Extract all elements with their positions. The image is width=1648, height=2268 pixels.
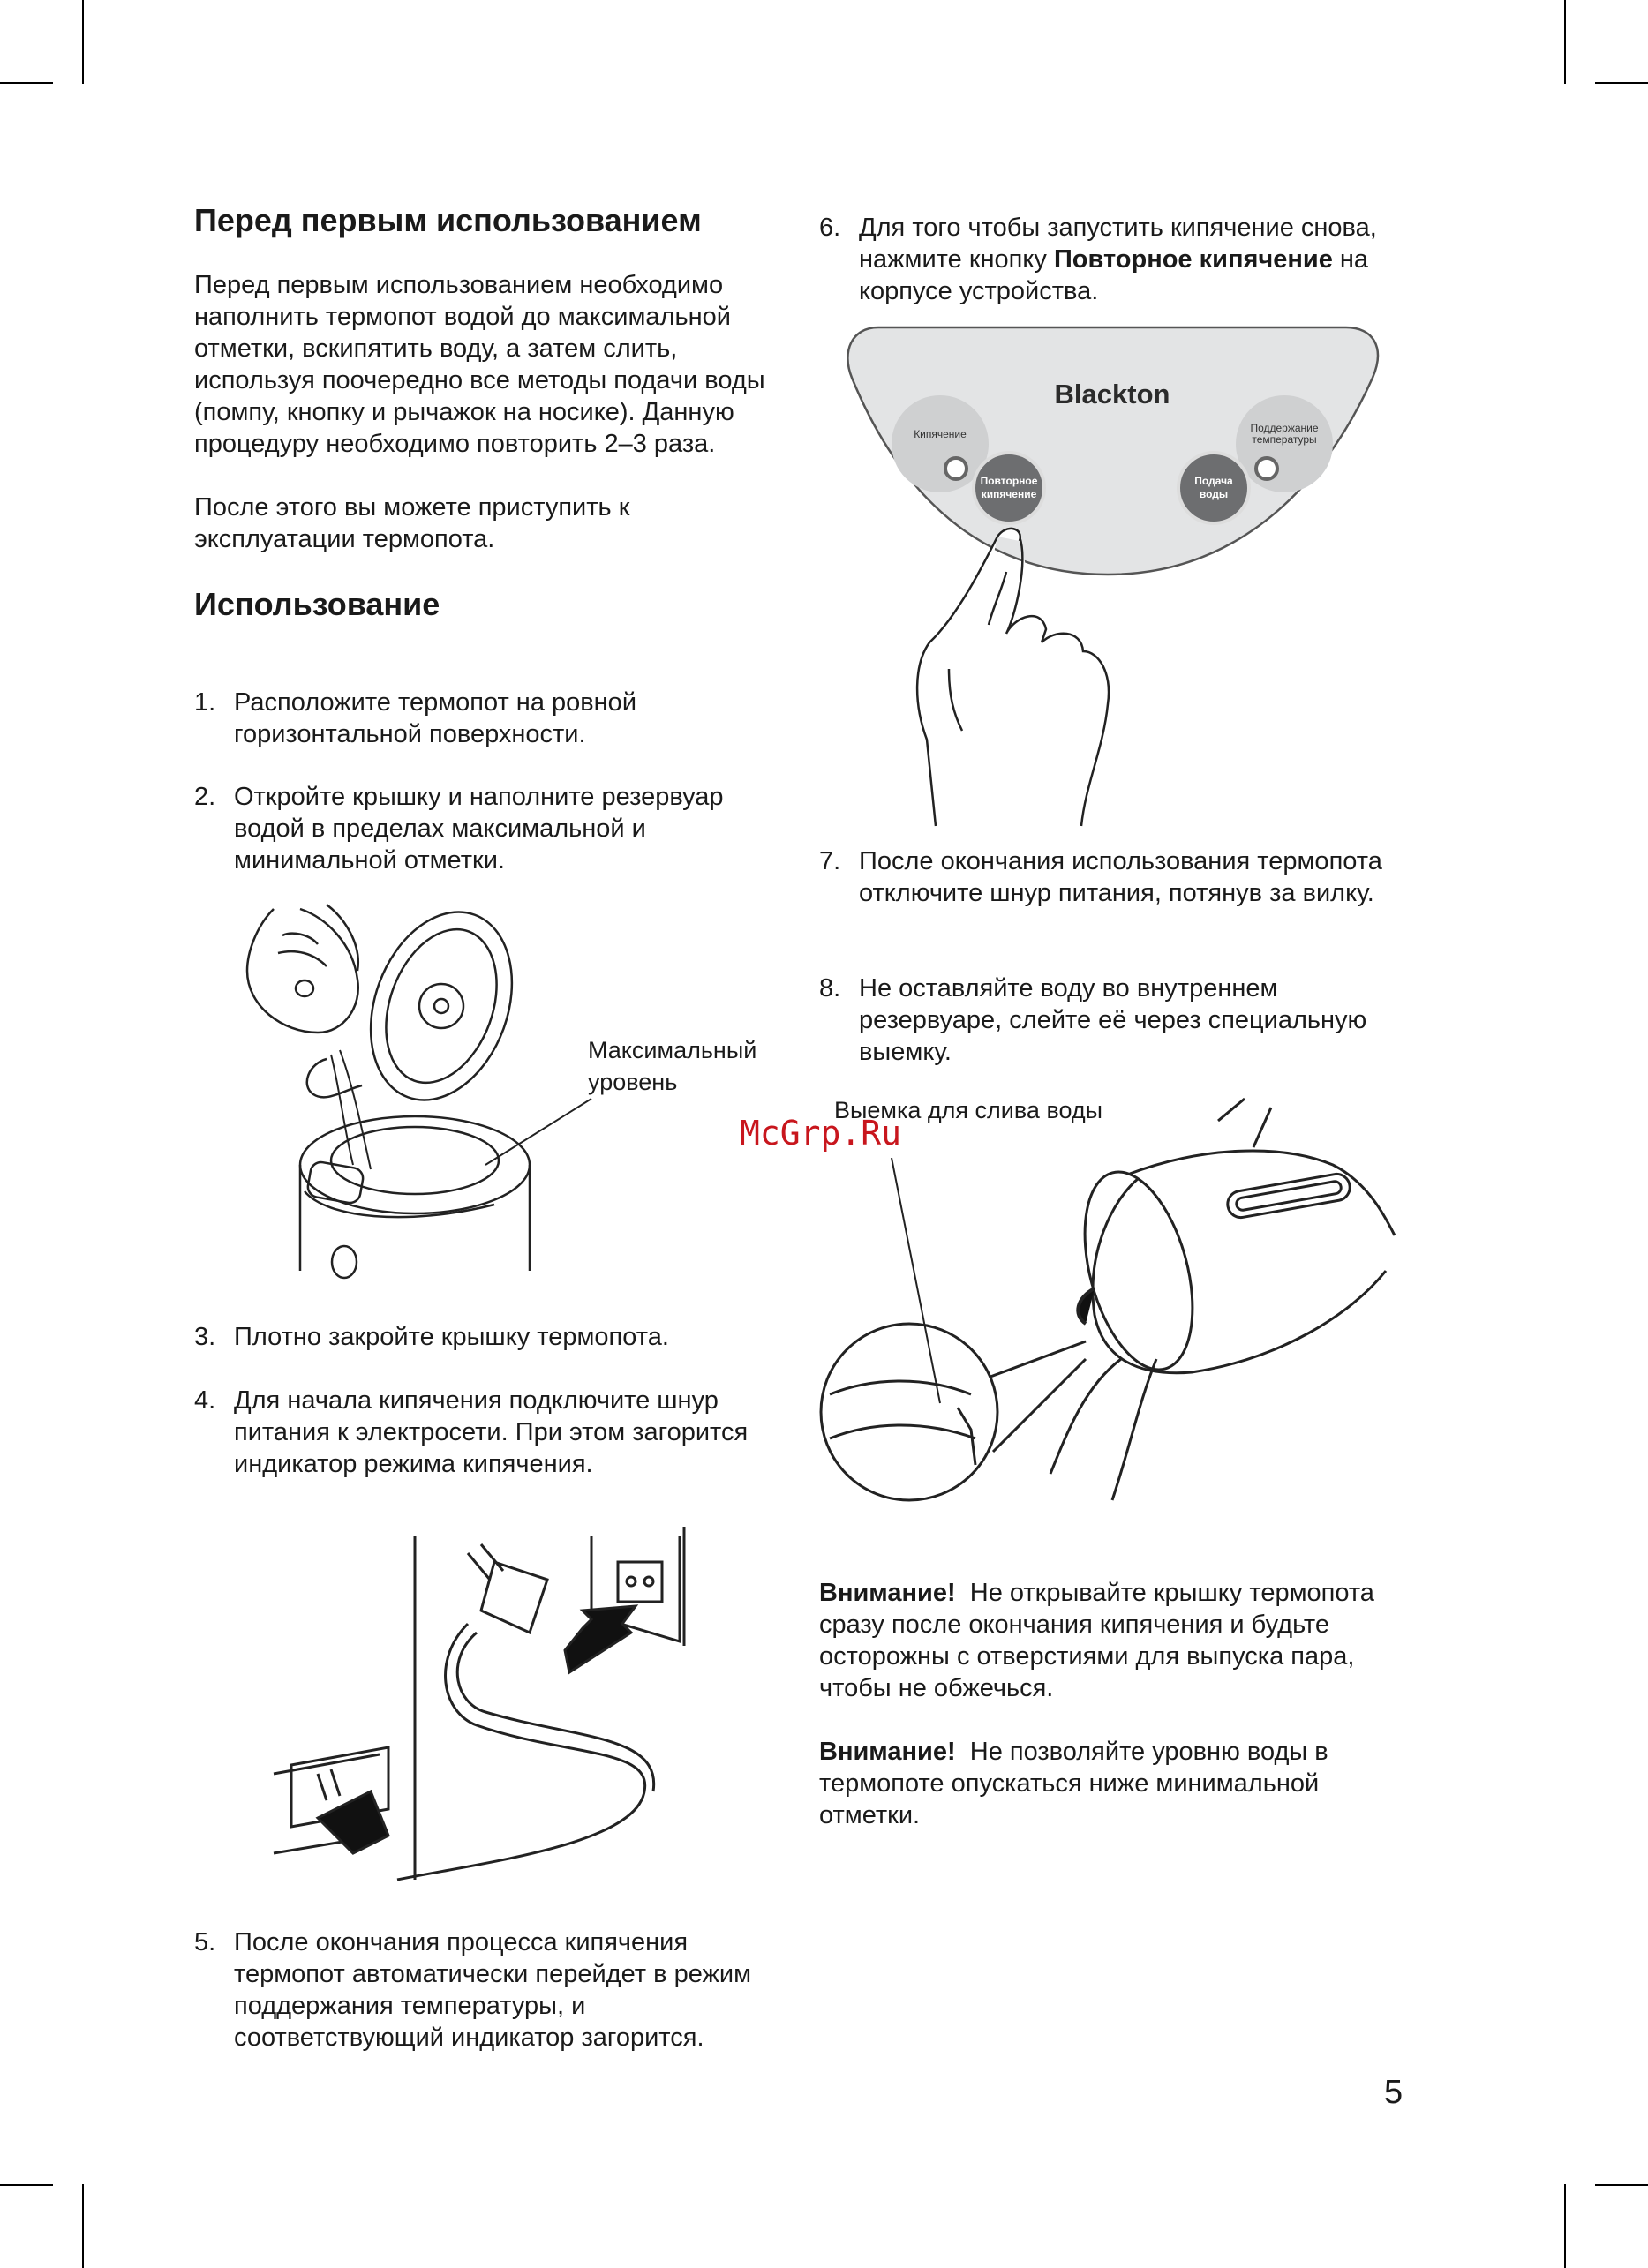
warning-1 <box>819 1577 1419 1704</box>
crop-mark <box>82 0 84 84</box>
figure-drain <box>821 1094 1403 1536</box>
watermark: McGrp.Ru <box>740 1114 902 1153</box>
page-number: 5 <box>1384 2074 1403 2111</box>
crop-mark <box>1564 2184 1566 2268</box>
warning-title: Внимание! <box>819 1579 956 1607</box>
step-3 <box>194 1321 777 1353</box>
step-text-part: Для того чтобы запустить кипячение снова, нажмите кнопку <box>859 214 1377 274</box>
step-number: 7. <box>819 847 841 875</box>
dispense-button[interactable]: Подача воды <box>1194 475 1233 500</box>
drain-notch-illustration <box>821 1094 1403 1536</box>
crop-mark <box>82 2184 84 2268</box>
label-drain-notch: Выемка для слива воды <box>834 1097 1103 1123</box>
step-text: Не оставляйте воду во внутреннем резервуаре, слейте её через специальную выемку. <box>859 974 1367 1066</box>
step-number: 8. <box>819 974 841 1003</box>
step-text: После окончания процесса кипячения термопот автоматически перейдет в режим поддержания температуры, и соответствующий индикатор загорится. <box>234 1928 752 2052</box>
step-number: 3. <box>194 1323 216 1351</box>
step-4 <box>194 1385 777 1480</box>
left-column <box>194 201 777 624</box>
heading-usage: Использование <box>194 586 440 622</box>
label-keep-warm: Поддержание температуры <box>1250 422 1319 446</box>
step-8 <box>819 973 1411 1068</box>
step-7 <box>819 845 1411 909</box>
crop-mark <box>0 2184 53 2186</box>
plug-socket-illustration <box>265 1527 706 1897</box>
step-number: 5. <box>194 1928 216 1956</box>
step-number: 4. <box>194 1386 216 1415</box>
figure-filling <box>230 900 777 1280</box>
warning-2 <box>819 1736 1419 1831</box>
step-2 <box>194 781 777 876</box>
step-number: 6. <box>819 214 841 242</box>
label-boil: Кипячение <box>914 428 967 440</box>
reboil-button[interactable]: Повторное кипячение <box>980 475 1038 500</box>
step-number: 1. <box>194 688 216 717</box>
step-6 <box>819 212 1411 307</box>
crop-mark <box>1595 82 1648 84</box>
figure-plug <box>265 1527 706 1897</box>
step-number: 2. <box>194 783 216 811</box>
crop-mark <box>1564 0 1566 84</box>
label-max-level: Максимальный уровень <box>588 1037 757 1095</box>
step-1 <box>194 687 777 750</box>
paragraph-after: После этого вы можете приступить к эксплуатации термопота. <box>194 493 630 553</box>
step-text: Расположите термопот на ровной горизонтальной поверхности. <box>234 688 637 748</box>
warning-text: Не позволяйте уровню воды в термопоте опускаться ниже минимальной отметки. <box>819 1738 1328 1829</box>
step-text: Откройте крышку и наполните резервуар водой в пределах максимальной и минимальной отметки. <box>234 783 724 875</box>
warning-text: Не открывайте крышку термопота сразу после окончания кипячения и будьте осторожны с отверстиями для выпуска пара, чтобы не обжечься. <box>819 1579 1374 1702</box>
step-text: После окончания использования термопота отключите шнур питания, потянув за вилку. <box>859 847 1382 907</box>
step-text: Плотно закройте крышку термопота. <box>234 1323 669 1351</box>
crop-mark <box>0 82 53 84</box>
step-text-bold: Повторное кипячение <box>1053 245 1333 274</box>
step-text-part: на корпусе устройства. <box>859 245 1369 305</box>
step-5 <box>194 1926 777 2054</box>
paragraph-before-first-use: Перед первым использованием необходимо наполнить термопот водой до максимальной отметки, вскипятить воду, а затем слить, используя поочередно все методы подачи воды (помпу, кнопку и рычажок на носике). Данную процедуру необходимо повторить 2–3 раза. <box>194 271 765 458</box>
heading-before-first-use: Перед первым использованием <box>194 202 702 238</box>
warning-title: Внимание! <box>819 1738 956 1766</box>
brand-logo: Blackton <box>1054 379 1170 409</box>
step-text: Для начала кипячения подключите шнур питания к электросети. При этом загорится индикатор режима кипячения. <box>234 1386 749 1478</box>
step-text <box>859 212 1411 307</box>
figure-control-panel <box>843 325 1381 828</box>
crop-mark <box>1595 2184 1648 2186</box>
